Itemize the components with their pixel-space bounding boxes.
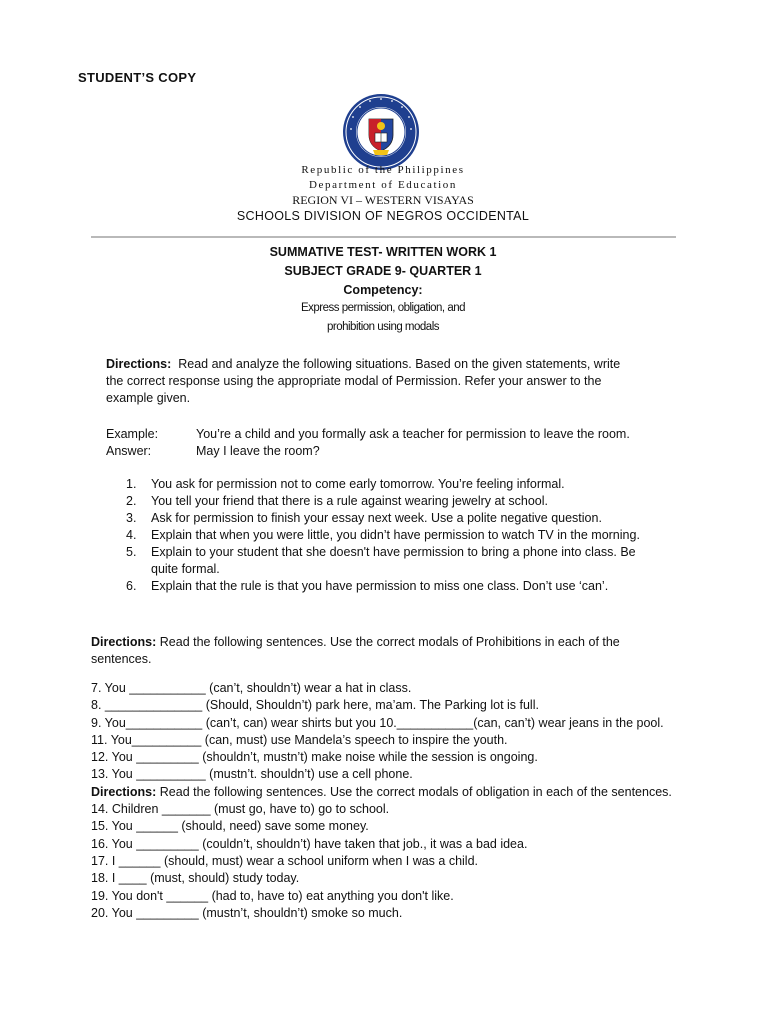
item-text: Explain to your student that she doesn't have permission to bring a phone into class. Be quite formal. <box>151 545 636 576</box>
example-text: You’re a child and you formally ask a teacher for permission to leave the room. <box>196 427 630 441</box>
list-item <box>126 578 646 595</box>
directions-obligation <box>91 784 681 801</box>
competency-text-line2: prohibition using modals <box>326 321 440 333</box>
list-item: 14. Children _______ (must go, have to) go to school. <box>91 802 390 817</box>
list-item: 19. You don't ______ (had to, have to) eat anything you don't like. <box>91 888 454 903</box>
list-item: 11. You__________ (can, must) use Mandela’s speech to inspire the youth. <box>91 732 508 747</box>
item-text: Explain that when you were little, you didn’t have permission to watch TV in the morning. <box>151 528 640 542</box>
header-region: REGION VI – WESTERN VISAYAS <box>292 193 474 207</box>
example-row <box>106 426 630 443</box>
competency-text-line1: Express permission, obligation, and <box>300 302 466 314</box>
item-number: 3. <box>126 511 137 525</box>
answer-label: Answer: <box>106 444 152 458</box>
list-item: 15. You ______ (should, need) save some money. <box>91 819 369 834</box>
item-number: 1. <box>126 477 137 491</box>
list-item: 17. I ______ (should, must) wear a school uniform when I was a child. <box>91 853 479 868</box>
item-number: 5. <box>126 545 137 559</box>
example-label: Example: <box>106 427 159 441</box>
list-item: 13. You __________ (mustn’t. shouldn’t) use a cell phone. <box>91 767 413 782</box>
item-text: Explain that the rule is that you have permission to miss one class. Don’t use ‘can’. <box>151 579 609 593</box>
list-item: 16. You _________ (couldn’t, shouldn’t) have taken that job., it was a bad idea. <box>91 836 528 851</box>
header-division: SCHOOLS DIVISION OF NEGROS OCCIDENTAL <box>236 209 530 223</box>
test-title: SUMMATIVE TEST- WRITTEN WORK 1 <box>269 245 497 259</box>
list-item <box>126 527 646 544</box>
item-text: Ask for permission to finish your essay next week. Use a polite negative question. <box>151 511 602 525</box>
list-item: 8. ______________ (Should, Shouldn’t) park here, ma’am. The Parking lot is full. <box>91 698 539 713</box>
item-number: 4. <box>126 528 137 542</box>
deped-seal-logo <box>342 93 420 171</box>
directions-label: Directions: <box>106 357 172 371</box>
list-item <box>126 476 646 493</box>
copy-label: STUDENT’S COPY <box>78 70 197 85</box>
list-item: 7. You ___________ (can’t, shouldn’t) wear a hat in class. <box>91 681 412 695</box>
item-number: 2. <box>126 494 137 508</box>
directions-label: Directions: <box>91 635 157 649</box>
competency-label: Competency: <box>343 283 423 297</box>
item-text: You tell your friend that there is a rule against wearing jewelry at school. <box>151 494 548 508</box>
list-item: 18. I ____ (must, should) study today. <box>91 871 300 886</box>
directions-permission <box>106 356 636 407</box>
directions-text: Read the following sentences. Use the correct modals of Prohibitions in each of the sentences. <box>91 635 620 666</box>
header-republic: Republic of the Philippines <box>301 164 465 176</box>
directions-text: Read and analyze the following situations. Based on the given statements, write the correct response using the appropriate modal of Permission. Refer your answer to the example given. <box>106 357 621 405</box>
directions-label: Directions: <box>91 784 157 799</box>
list-item <box>126 493 646 510</box>
list-item <box>126 544 646 578</box>
directions-prohibition <box>91 634 671 668</box>
item-text: You ask for permission not to come early tomorrow. You’re feeling informal. <box>151 477 565 491</box>
test-subject: SUBJECT GRADE 9- QUARTER 1 <box>284 264 482 278</box>
permission-list <box>126 476 646 595</box>
item-number: 6. <box>126 579 137 593</box>
answer-text: May I leave the room? <box>196 444 320 458</box>
list-item: 20. You _________ (mustn’t, shouldn’t) smoke so much. <box>91 905 403 920</box>
list-item: 9. You___________ (can’t, can) wear shirts but you 10.___________(can, can’t) wear jeans in the pool. <box>91 715 664 730</box>
sentence-list <box>91 680 681 922</box>
list-item: 12. You _________ (shouldn’t, mustn’t) make noise while the session is ongoing. <box>91 750 538 765</box>
list-item <box>126 510 646 527</box>
directions-text: Read the following sentences. Use the correct modals of obligation in each of the sentences. <box>159 784 672 799</box>
answer-row <box>106 443 320 460</box>
header-department: Department of Education <box>309 179 457 191</box>
header-divider <box>91 236 676 238</box>
